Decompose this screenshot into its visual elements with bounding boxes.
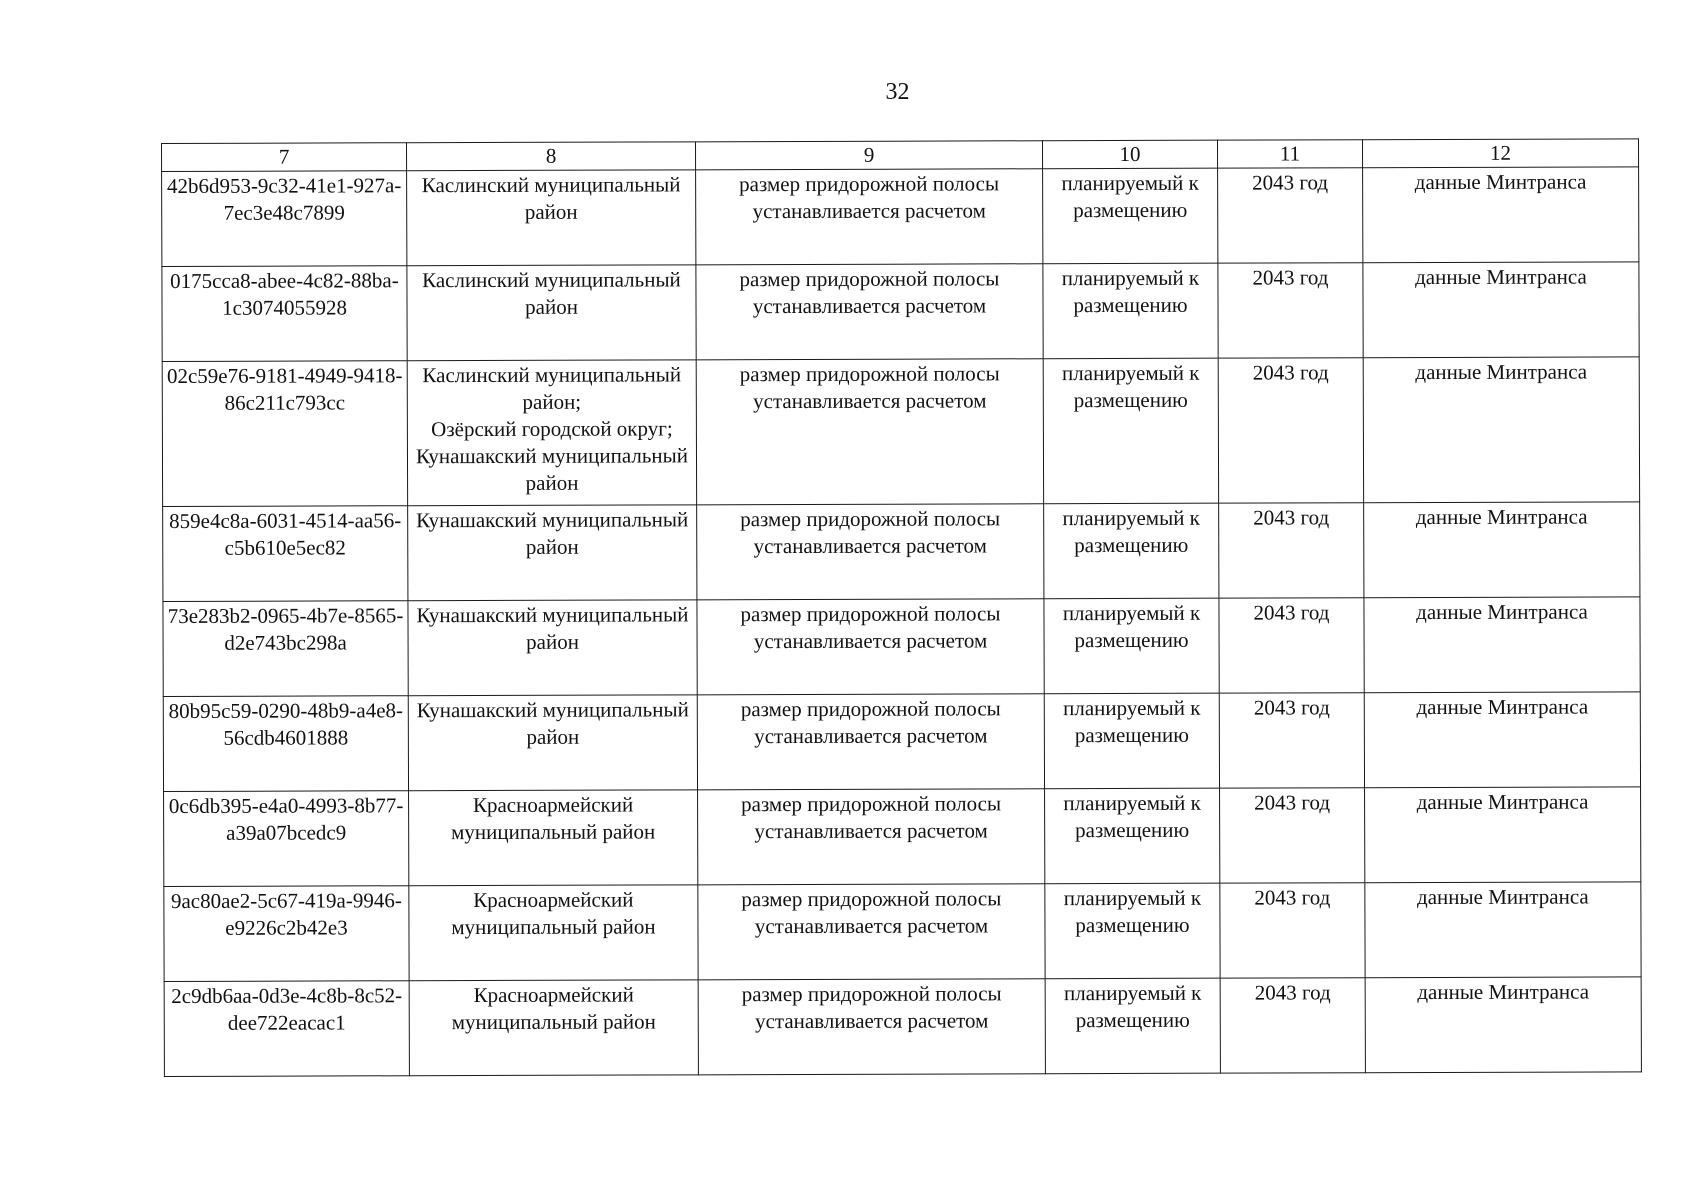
table-row [162, 262, 1639, 362]
district-line: Каслинский муниципальный район [421, 172, 681, 224]
district-line: Красноармейский муниципальный район [451, 792, 656, 845]
table-row [164, 882, 1641, 982]
source-cell: данные Минтранса [1364, 502, 1640, 598]
object-id-cell: 42b6d953-9c32-41e1-927a-7ec3e48c7899 [162, 171, 407, 267]
year-cell: 2043 год [1220, 883, 1365, 978]
object-id-cell: 0c6db395-e4a0-4993-8b77-a39a07bcedc9 [164, 791, 409, 887]
district-cell [408, 505, 697, 601]
table-row [163, 502, 1640, 602]
status-cell: планируемый к размещению [1043, 263, 1218, 359]
source-cell: данные Минтранса [1364, 692, 1640, 788]
status-cell: планируемый к размещению [1045, 978, 1220, 1074]
district-line: Кунашакский муниципальный район [415, 443, 689, 495]
object-id-cell: 9ac80ae2-5c67-419a-9946-e9226c2b42e3 [164, 886, 409, 982]
size-cell: размер придорожной полосы устанавливается расчетом [696, 264, 1043, 360]
table-row [162, 357, 1639, 507]
size-cell: размер придорожной полосы устанавливается расчетом [698, 979, 1045, 1075]
status-cell: планируемый к размещению [1043, 358, 1218, 504]
district-cell [408, 695, 697, 791]
object-id-cell: 0175cca8-abee-4c82-88ba-1c3074055928 [162, 266, 407, 362]
district-cell [409, 980, 698, 1076]
object-id-cell: 2c9db6aa-0d3e-4c8b-8c52-dee722eacac1 [164, 981, 409, 1077]
size-cell: размер придорожной полосы устанавливается расчетом [697, 694, 1044, 790]
source-cell: данные Минтранса [1365, 977, 1641, 1073]
year-cell: 2043 год [1220, 978, 1365, 1073]
table-row [164, 787, 1641, 887]
column-header: 12 [1362, 139, 1638, 168]
district-cell [407, 170, 696, 266]
district-line: Кунашакский муниципальный район [416, 697, 689, 749]
table-row [162, 167, 1639, 267]
year-cell: 2043 год [1218, 168, 1363, 263]
district-cell [408, 600, 697, 696]
source-cell: данные Минтранса [1364, 597, 1640, 693]
size-cell: размер придорожной полосы устанавливается расчетом [696, 359, 1043, 505]
size-cell: размер придорожной полосы устанавливается расчетом [696, 169, 1043, 265]
status-cell: планируемый к размещению [1044, 693, 1219, 789]
source-cell: данные Минтранса [1363, 262, 1639, 358]
size-cell: размер придорожной полосы устанавливается расчетом [698, 884, 1045, 980]
column-header: 9 [695, 141, 1042, 170]
page-number: 32 [885, 79, 910, 105]
district-line: Красноармейский муниципальный район [451, 887, 656, 940]
data-table [161, 138, 1642, 1077]
district-cell [407, 265, 696, 361]
district-line: Каслинский муниципальный район; [422, 362, 682, 414]
table-row [163, 692, 1640, 792]
source-cell: данные Минтранса [1363, 357, 1639, 503]
district-line: Озёрский городской округ; [431, 416, 673, 442]
source-cell: данные Минтранса [1363, 167, 1639, 263]
object-id-cell: 859e4c8a-6031-4514-aa56-c5b610e5ec82 [163, 506, 408, 602]
object-id-cell: 73e283b2-0965-4b7e-8565-d2e743bc298a [163, 601, 408, 697]
year-cell: 2043 год [1218, 263, 1363, 358]
source-cell: данные Минтранса [1365, 787, 1641, 883]
object-id-cell: 02c59e76-9181-4949-9418-86c211c793cc [162, 361, 407, 507]
status-cell: планируемый к размещению [1044, 503, 1219, 599]
column-header: 10 [1042, 140, 1217, 169]
status-cell: планируемый к размещению [1045, 788, 1220, 884]
year-cell: 2043 год [1219, 503, 1364, 598]
source-cell: данные Минтранса [1365, 882, 1641, 978]
status-cell: планируемый к размещению [1044, 598, 1219, 694]
year-cell: 2043 год [1218, 358, 1363, 503]
year-cell: 2043 год [1219, 693, 1364, 788]
district-cell [409, 790, 698, 886]
object-id-cell: 80b95c59-0290-48b9-a4e8-56cdb4601888 [163, 696, 408, 792]
size-cell: размер придорожной полосы устанавливается расчетом [697, 599, 1044, 695]
table-row [163, 597, 1640, 697]
year-cell: 2043 год [1220, 788, 1365, 883]
district-line: Кунашакский муниципальный район [416, 507, 689, 559]
size-cell: размер придорожной полосы устанавливается расчетом [698, 789, 1045, 885]
district-line: Кунашакский муниципальный район [416, 602, 689, 654]
column-header: 7 [162, 143, 407, 172]
table-row [164, 977, 1641, 1077]
size-cell: размер придорожной полосы устанавливается расчетом [697, 504, 1044, 600]
year-cell: 2043 год [1219, 598, 1364, 693]
district-cell [407, 360, 696, 506]
district-line: Красноармейский муниципальный район [451, 982, 656, 1035]
district-line: Каслинский муниципальный район [422, 267, 681, 319]
column-header: 11 [1217, 140, 1362, 168]
status-cell: планируемый к размещению [1043, 168, 1218, 264]
column-header: 8 [407, 142, 696, 171]
district-cell [409, 885, 698, 981]
status-cell: планируемый к размещению [1045, 883, 1220, 979]
